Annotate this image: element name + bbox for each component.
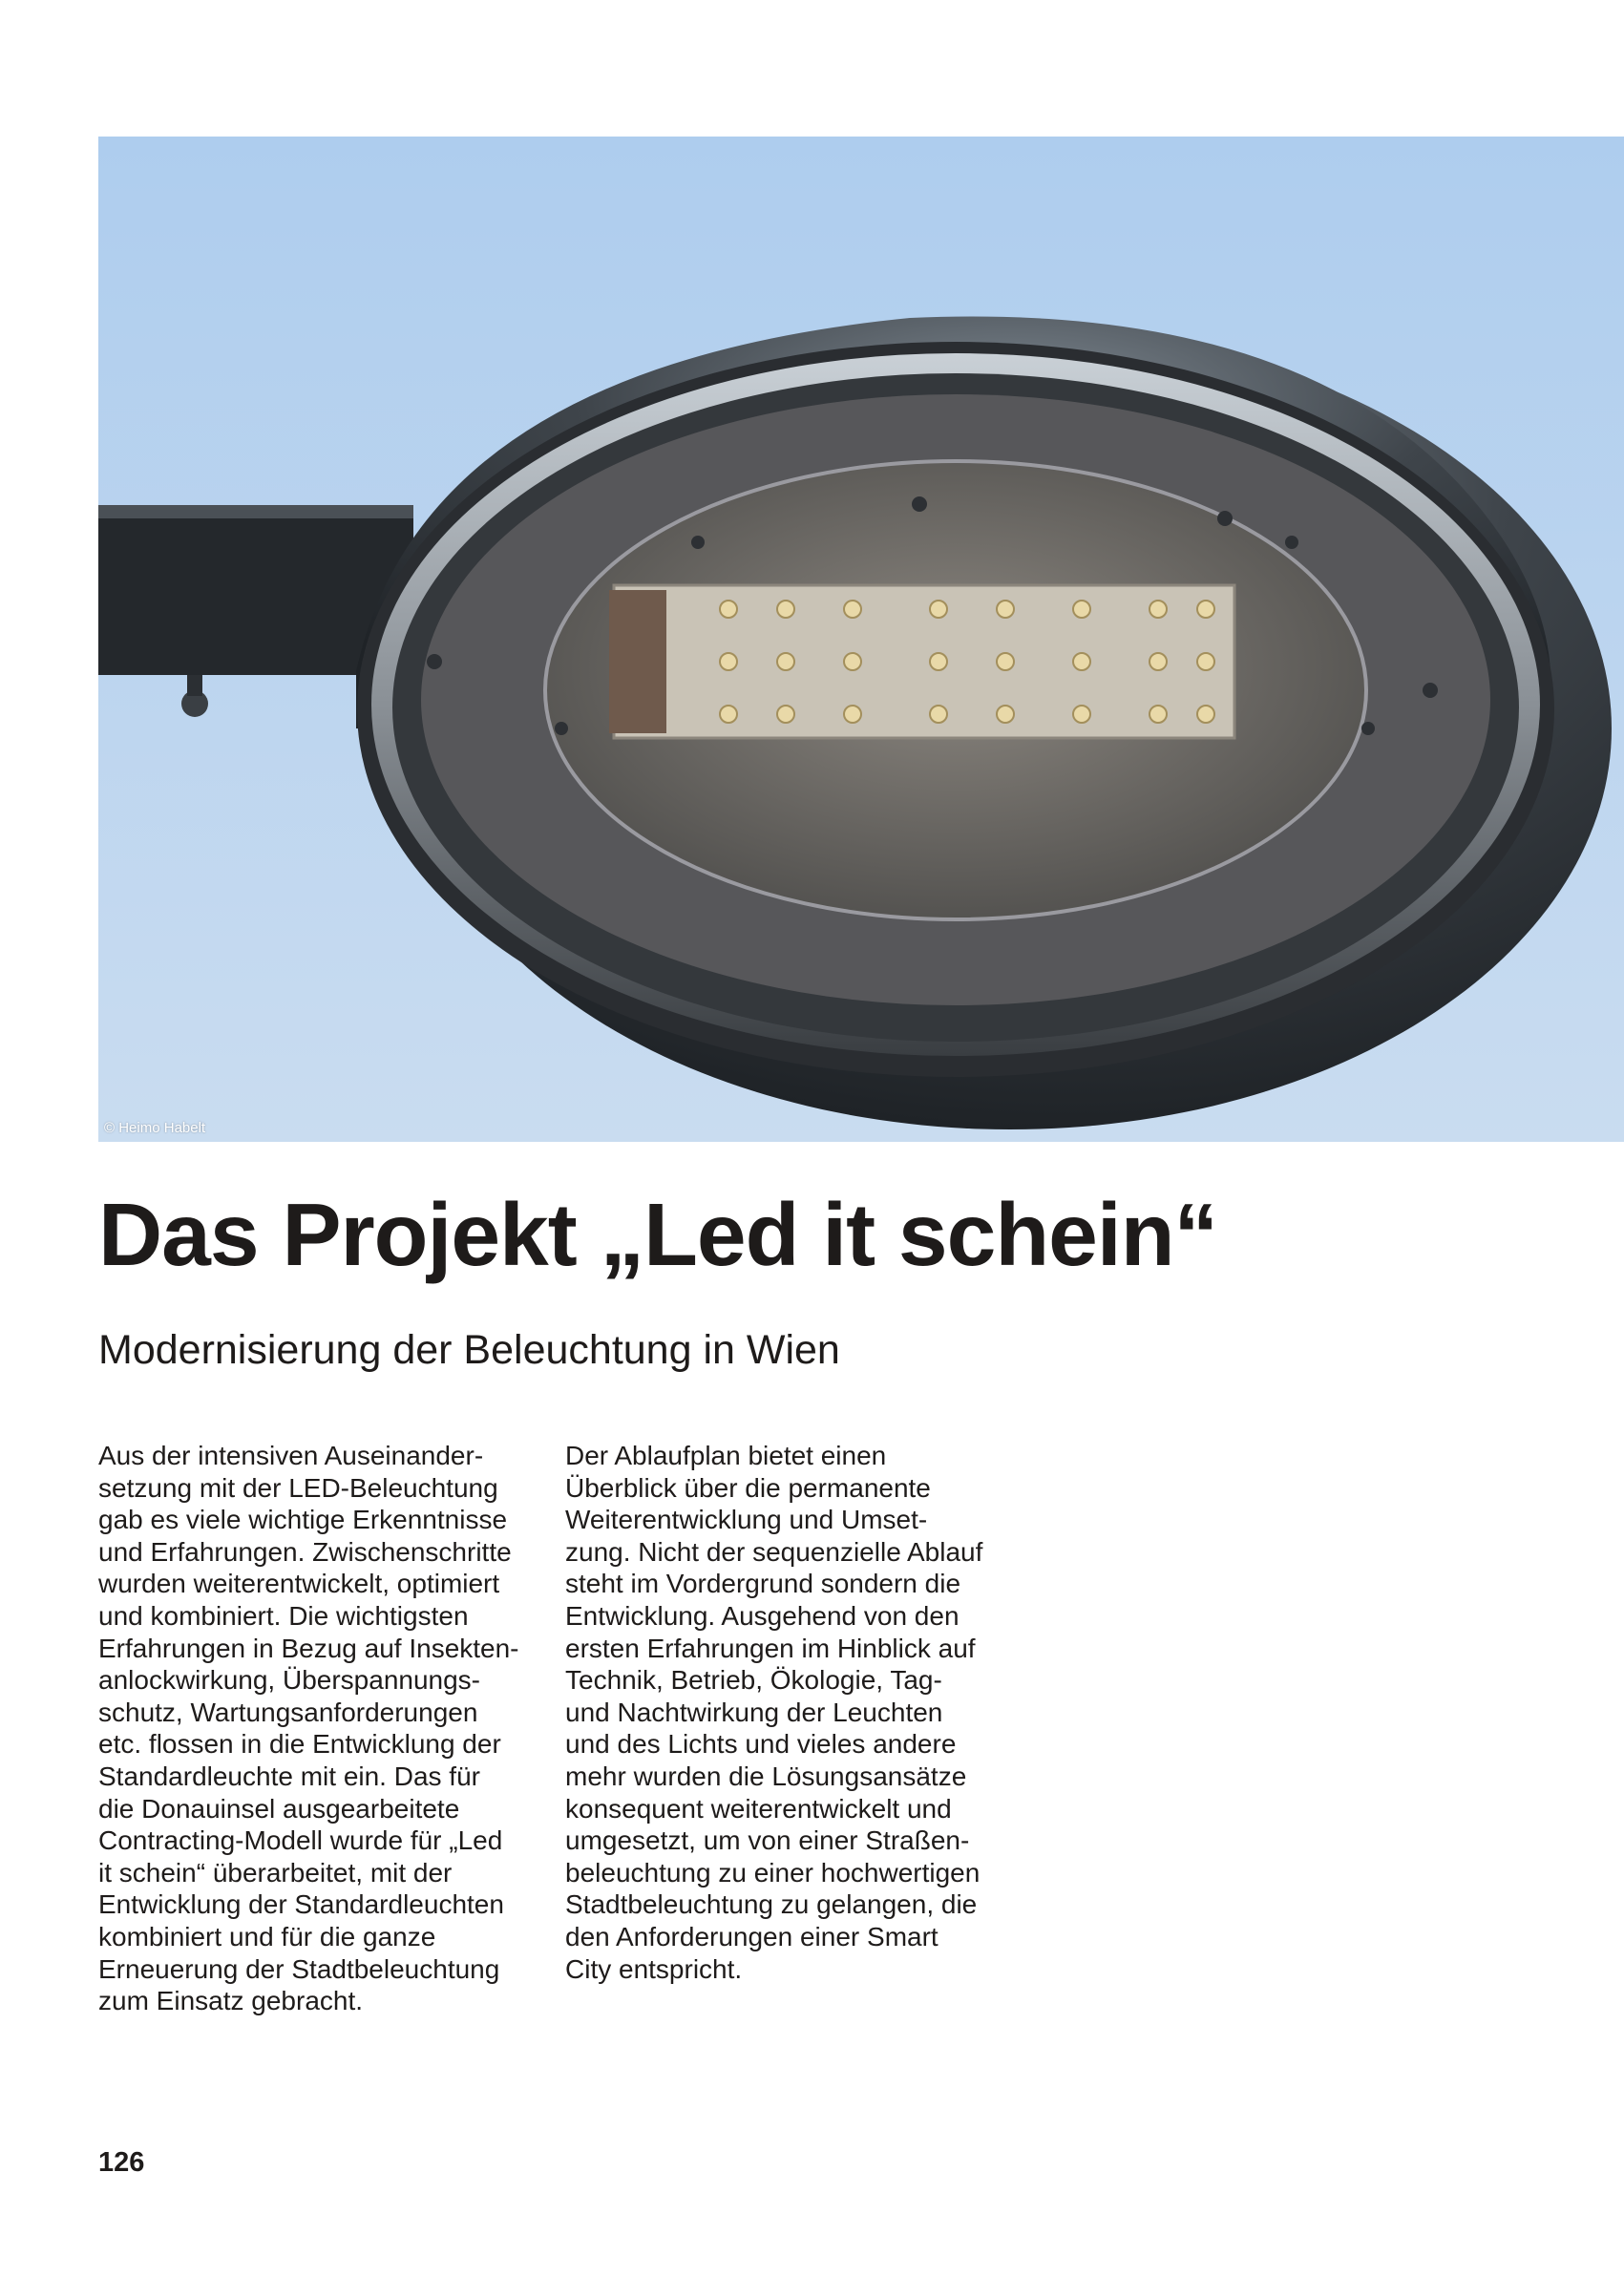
- text-line: gab es viele wichtige Erkenntnisse: [98, 1505, 508, 1535]
- text-line: setzung mit der LED-Beleuchtung: [98, 1472, 498, 1503]
- text-line: mehr wurden die Lösungsansätze: [565, 1761, 967, 1791]
- text-line: und Erfahrungen. Zwischenschritte: [98, 1536, 512, 1567]
- body-column-left: [98, 1440, 547, 2017]
- street-lamp-illustration: [98, 137, 1624, 1142]
- text-line: City entspricht.: [565, 1953, 743, 1984]
- text-line: zung. Nicht der sequenzielle Ablauf: [565, 1536, 983, 1567]
- text-line: steht im Vordergrund sondern die: [565, 1569, 961, 1599]
- text-line: wurden weiterentwickelt, optimiert: [98, 1569, 500, 1599]
- text-line: zum Einsatz gebracht.: [98, 1986, 364, 2016]
- photo-credit: © Heimo Habelt: [104, 1120, 206, 1136]
- page-subtitle: Modernisierung der Beleuchtung in Wien: [98, 1327, 840, 1373]
- text-line: Erfahrungen in Bezug auf Insekten-: [98, 1633, 519, 1663]
- text-line: Der Ablaufplan bietet einen: [565, 1441, 887, 1470]
- text-line: anlockwirkung, Überspannungs-: [98, 1665, 480, 1696]
- text-line: etc. flossen in die Entwicklung der: [98, 1729, 501, 1760]
- text-line: Technik, Betrieb, Ökologie, Tag-: [565, 1665, 942, 1696]
- text-line: und des Lichts und vieles andere: [565, 1729, 957, 1760]
- text-line: Stadtbeleuchtung zu gelangen, die: [565, 1889, 978, 1920]
- led-board: [614, 585, 1234, 738]
- page-title: Das Projekt „Led it schein“: [98, 1185, 1218, 1284]
- text-line: beleuchtung zu einer hochwertigen: [565, 1857, 981, 1888]
- text-line: konsequent weiterentwickelt und: [565, 1793, 952, 1824]
- text-line: den Anforderungen einer Smart: [565, 1921, 939, 1951]
- text-line: Überblick über die permanente: [565, 1472, 931, 1503]
- text-line: und Nachtwirkung der Leuchten: [565, 1697, 943, 1727]
- text-line: Erneuerung der Stadtbeleuchtung: [98, 1953, 500, 1984]
- text-line: Aus der intensiven Auseinander-: [98, 1441, 484, 1470]
- text-line: it schein“ überarbeitet, mit der: [98, 1857, 453, 1888]
- text-line: Weiterentwicklung und Umset-: [565, 1505, 928, 1535]
- text-line: Contracting-Modell wurde für „Led: [98, 1825, 503, 1856]
- page-number: 126: [98, 2147, 145, 2178]
- body-column-right: [565, 1440, 1014, 1985]
- text-line: die Donauinsel ausgearbeitete: [98, 1793, 460, 1824]
- text-line: Entwicklung der Standardleuchten: [98, 1889, 504, 1920]
- text-line: schutz, Wartungsanforderungen: [98, 1697, 478, 1727]
- street-lamp-photo: [98, 137, 1624, 1142]
- text-line: umgesetzt, um von einer Straßen-: [565, 1825, 970, 1856]
- text-line: Standardleuchte mit ein. Das für: [98, 1761, 480, 1791]
- text-line: kombiniert und für die ganze: [98, 1921, 436, 1951]
- text-line: und kombiniert. Die wichtigsten: [98, 1600, 469, 1631]
- text-line: Entwicklung. Ausgehend von den: [565, 1600, 960, 1631]
- text-line: ersten Erfahrungen im Hinblick auf: [565, 1633, 976, 1663]
